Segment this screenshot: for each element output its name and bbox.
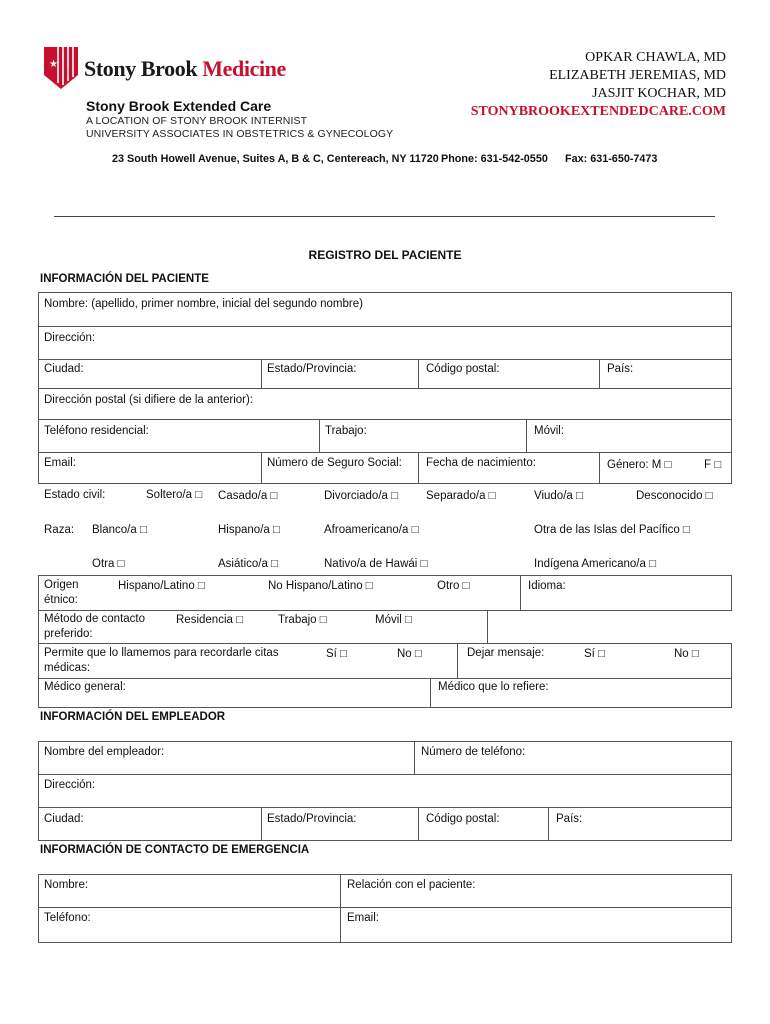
employer-section-heading: INFORMACIÓN DEL EMPLEADOR (40, 711, 226, 723)
contact-work-checkbox[interactable]: Trabajo □ (278, 614, 327, 626)
patient-country-label: País: (607, 363, 634, 375)
practice-address: 23 South Howell Avenue, Suites A, B & C, Centereach, NY 11720 (112, 153, 439, 165)
doctor-name: ELIZABETH JEREMIAS, MD (549, 68, 726, 83)
work-phone-label: Trabajo: (325, 425, 367, 437)
emergency-section-heading: INFORMACIÓN DE CONTACTO DE EMERGENCIA (40, 844, 310, 856)
gender-male-checkbox[interactable]: Género: M □ (607, 459, 672, 471)
svg-text:★: ★ (49, 59, 58, 70)
emergency-relation-label: Relación con el paciente: (347, 879, 476, 891)
dob-label: Fecha de nacimiento: (426, 457, 536, 469)
contact-home-checkbox[interactable]: Residencia □ (176, 614, 244, 626)
emergency-name-label: Nombre: (44, 879, 89, 891)
reminder-label: Permite que lo llamemos para recordarle citas médicas: (44, 647, 279, 674)
stony-brook-logo-icon (44, 47, 78, 89)
marital-single-checkbox[interactable]: Soltero/a □ (146, 489, 203, 501)
employer-city-label: Ciudad: (44, 813, 84, 825)
location-line-2: UNIVERSITY ASSOCIATES IN OBSTETRICS & GYNECOLOGY (86, 128, 394, 140)
patient-address-label: Dirección: (44, 332, 96, 344)
location-line-1: A LOCATION OF STONY BROOK INTERNIST (86, 115, 308, 127)
ethnic-hispanic-checkbox[interactable]: Hispano/Latino □ (118, 580, 205, 592)
ssn-label: Número de Seguro Social: (267, 457, 402, 469)
marital-divorced-checkbox[interactable]: Divorciado/a □ (324, 490, 399, 502)
referring-doctor-label: Médico que lo refiere: (438, 681, 549, 693)
brand-name: Stony Brook Medicine (84, 56, 286, 81)
ethnic-origin-label: Origen étnico: (44, 579, 79, 606)
employer-name-label: Nombre del empleador: (44, 746, 165, 758)
practice-fax: Fax: 631-650-7473 (565, 153, 658, 165)
employer-address-field[interactable] (38, 774, 732, 808)
doctor-name: OPKAR CHAWLA, MD (585, 50, 726, 65)
race-white-checkbox[interactable]: Blanco/a □ (92, 524, 147, 536)
mobile-phone-label: Móvil: (534, 425, 565, 437)
patient-zip-label: Código postal: (426, 363, 500, 375)
message-no-checkbox[interactable]: No □ (674, 648, 699, 660)
preferred-contact-label: Método de contacto preferido: (44, 613, 146, 640)
marital-widowed-checkbox[interactable]: Viudo/a □ (534, 490, 583, 502)
marital-married-checkbox[interactable]: Casado/a □ (218, 490, 278, 502)
language-label: Idioma: (528, 580, 566, 592)
patient-city-label: Ciudad: (44, 363, 84, 375)
emergency-phone-label: Teléfono: (44, 912, 91, 924)
emergency-email-label: Email: (347, 912, 379, 924)
race-native-hawaiian-checkbox[interactable]: Nativo/a de Hawái □ (324, 558, 428, 570)
race-asian-checkbox[interactable]: Asiático/a □ (218, 558, 278, 570)
contact-mobile-checkbox[interactable]: Móvil □ (375, 614, 412, 626)
employer-zip-label: Código postal: (426, 813, 500, 825)
gender-female-checkbox[interactable]: F □ (704, 459, 722, 471)
practice-name: Stony Brook Extended Care (86, 98, 272, 114)
race-label: Raza: (44, 524, 75, 536)
leave-message-label: Dejar mensaje: (467, 647, 545, 659)
emergency-email-field[interactable] (340, 907, 732, 943)
employer-country-label: País: (556, 813, 583, 825)
practice-phone: Phone: 631-542-0550 (441, 153, 548, 165)
patient-name-label: Nombre: (apellido, primer nombre, inicial del segundo nombre) (44, 298, 363, 310)
header-divider (54, 216, 715, 217)
marital-status-label: Estado civil: (44, 489, 106, 501)
form-title: REGISTRO DEL PACIENTE (308, 248, 462, 262)
race-hispanic-checkbox[interactable]: Hispano/a □ (218, 524, 280, 536)
ethnic-non-hispanic-checkbox[interactable]: No Hispano/Latino □ (268, 580, 373, 592)
ethnic-other-checkbox[interactable]: Otro □ (437, 580, 470, 592)
race-pacific-islander-checkbox[interactable]: Otra de las Islas del Pacífico □ (534, 524, 690, 536)
employer-state-label: Estado/Provincia: (267, 813, 357, 825)
primary-doctor-label: Médico general: (44, 681, 126, 693)
reminder-no-checkbox[interactable]: No □ (397, 648, 422, 660)
patient-section-heading: INFORMACIÓN DEL PACIENTE (40, 273, 209, 285)
race-american-indian-checkbox[interactable]: Indígena Americano/a □ (534, 558, 657, 570)
marital-unknown-checkbox[interactable]: Desconocido □ (636, 490, 713, 502)
race-african-american-checkbox[interactable]: Afroamericano/a □ (324, 524, 419, 536)
doctor-list (471, 49, 726, 121)
patient-state-label: Estado/Provincia: (267, 363, 357, 375)
employer-address-label: Dirección: (44, 779, 96, 791)
marital-separated-checkbox[interactable]: Separado/a □ (426, 490, 496, 502)
website-link[interactable]: STONYBROOKEXTENDEDCARE.COM (470, 104, 726, 119)
doctor-name: JASJIT KOCHAR, MD (592, 86, 726, 101)
home-phone-label: Teléfono residencial: (44, 425, 149, 437)
message-yes-checkbox[interactable]: Sí □ (584, 648, 606, 660)
race-other-checkbox[interactable]: Otra □ (92, 558, 125, 570)
reminder-yes-checkbox[interactable]: Sí □ (326, 648, 348, 660)
email-label: Email: (44, 457, 76, 469)
mailing-address-label: Dirección postal (si difiere de la anterior): (44, 394, 254, 406)
employer-phone-label: Número de teléfono: (421, 746, 526, 758)
patient-address-field[interactable] (38, 326, 732, 360)
